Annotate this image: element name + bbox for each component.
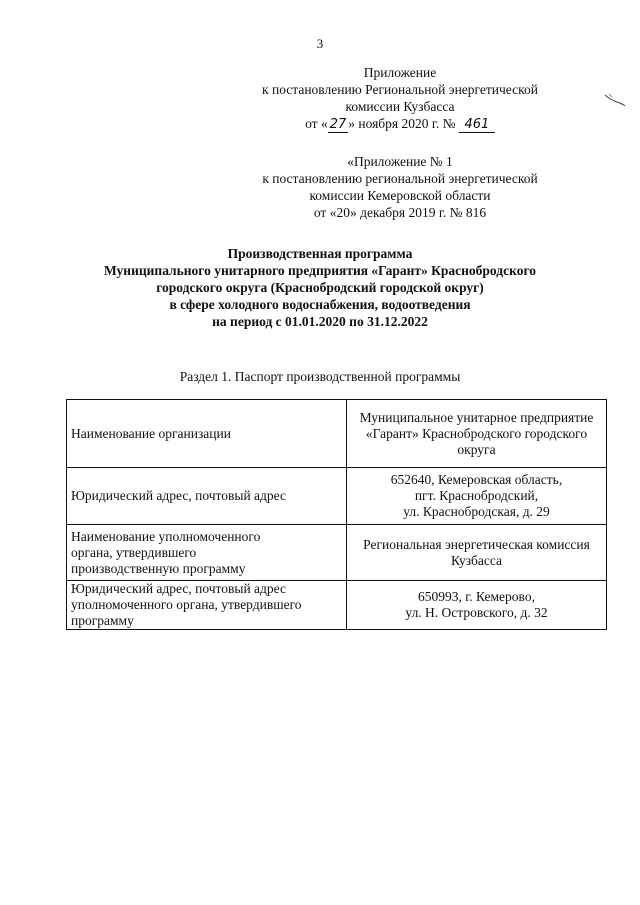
annex-reference: [240, 153, 560, 221]
annex-title: Приложение: [363, 65, 437, 80]
table-row: [67, 400, 607, 468]
date-prefix: от «: [305, 116, 328, 131]
table-row: [67, 468, 607, 525]
page-number: 3: [316, 36, 324, 51]
annex-ref-title: «Приложение № 1: [347, 154, 453, 169]
row-label: Наименование организации: [67, 400, 347, 468]
handwritten-number: 461: [459, 118, 495, 133]
passport-table: [66, 399, 607, 630]
row-value: Региональная энергетическая комиссия Кузбасса: [347, 525, 607, 581]
section-heading: Раздел 1. Паспорт производственной программы: [179, 369, 461, 384]
annex-ref-date-line: от «20» декабря 2019 г. № 816: [313, 205, 487, 220]
row-value: 650993, г. Кемерово, ул. Н. Островского, д. 32: [347, 581, 607, 630]
annex-date-line: [240, 115, 560, 133]
annex-commission-line: комиссии Кузбасса: [345, 99, 455, 114]
title-line-3: городского округа (Краснобродский городской округ): [156, 280, 484, 295]
annex-ref-commission-line: комиссии Кемеровской области: [309, 188, 491, 203]
title-line-2: Муниципального унитарного предприятия «Гарант» Краснобродского: [103, 263, 537, 278]
document-title: [40, 245, 600, 330]
annex-resolution-line: к постановлению Региональной энергетической: [262, 82, 538, 97]
row-label: Юридический адрес, почтовый адрес: [67, 468, 347, 525]
title-line-4: в сфере холодного водоснабжения, водоотведения: [169, 297, 471, 312]
row-value: Муниципальное унитарное предприятие «Гарант» Краснобродского городского округа: [347, 400, 607, 468]
row-value: 652640, Кемеровская область, пгт. Краснобродский, ул. Краснобродская, д. 29: [347, 468, 607, 525]
handwritten-day: 27: [329, 117, 347, 132]
table-row: [67, 525, 607, 581]
annex-ref-resolution-line: к постановлению региональной энергетической: [262, 171, 538, 186]
table-row: [67, 581, 607, 630]
pen-mark: [603, 92, 627, 108]
annex-header: [240, 64, 560, 133]
title-line-1: Производственная программа: [227, 246, 413, 261]
title-line-5: на период с 01.01.2020 по 31.12.2022: [212, 314, 428, 329]
row-label: Наименование уполномоченного органа, утвердившего производственную программу: [67, 525, 347, 581]
date-middle: » ноября 2020 г. №: [348, 116, 456, 131]
row-label: Юридический адрес, почтовый адрес уполномоченного органа, утвердившего программу: [67, 581, 347, 630]
